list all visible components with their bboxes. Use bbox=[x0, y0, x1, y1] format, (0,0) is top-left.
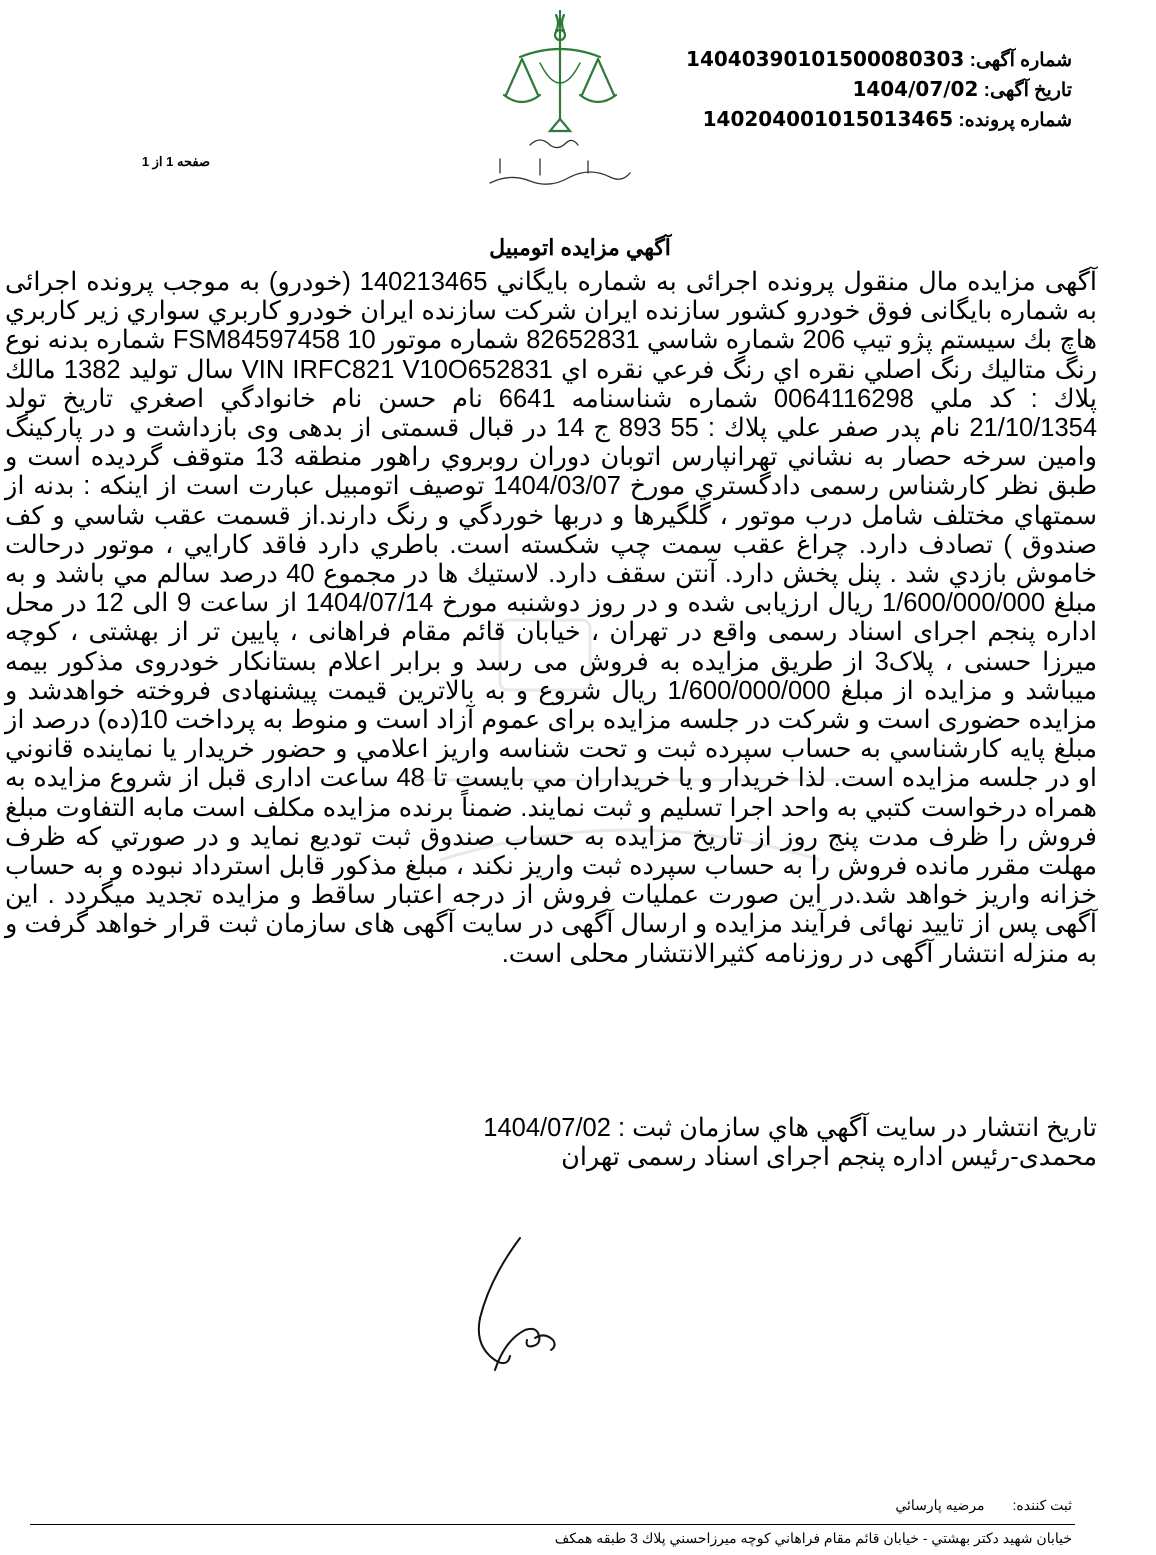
ad-date: 1404/07/02 bbox=[852, 77, 979, 101]
ad-number: 14040390101500080303 bbox=[686, 47, 965, 71]
notice-title: آگهي مزايده اتومبيل bbox=[489, 235, 671, 260]
ad-date-label: تاریخ آگهی: bbox=[983, 80, 1072, 101]
signer-line: محمدی-رئیس اداره پنجم اجرای اسناد رسمی تهران bbox=[561, 1143, 1097, 1172]
notice-body bbox=[5, 268, 1097, 969]
case-number-row bbox=[700, 105, 1072, 135]
ad-number-row bbox=[686, 45, 1072, 75]
office-address: خيابان شهيد دكتر بهشتي - خيابان قائم مقام فراهاني كوچه ميرزاحسني پلاك 3 طبقه همكف bbox=[554, 1530, 1072, 1546]
case-number-label: شماره پرونده: bbox=[958, 110, 1072, 131]
registrar-info bbox=[700, 1497, 1072, 1514]
scales-of-justice-icon bbox=[470, 5, 650, 195]
registrar-label: ثبت كننده: bbox=[1012, 1497, 1072, 1513]
registrar-name: مرضيه پارسائي bbox=[895, 1497, 985, 1513]
footer-divider bbox=[30, 1524, 1075, 1525]
ad-date-row bbox=[700, 75, 1072, 105]
ad-number-label: شماره آگهی: bbox=[969, 50, 1072, 71]
handwritten-signature bbox=[425, 1220, 615, 1390]
case-number: 140204001015013465 bbox=[702, 107, 954, 131]
page-indicator: صفحه 1 از 1 bbox=[141, 154, 210, 169]
publish-date-line: تاريخ انتشار در سايت آگهي هاي سازمان ثبت : 1404/07/02 bbox=[483, 1114, 1097, 1142]
judiciary-emblem-logo bbox=[470, 5, 650, 195]
notice-metadata bbox=[686, 45, 1072, 135]
notice-body-paragraph: آگهی مزایده مال منقول پرونده اجرائی به شماره بایگاني 140213465 (خودرو) به موجب پرونده اجرائی به شماره بایگانی فوق خودرو کشور سازنده ایران شرکت سازنده ایران خودرو کاربري سواري زير كاربري هاچ بك سيستم پژو تيپ 206 شماره شاسي 82652831 شماره موتور 10 FSM84597458 شماره بدنه نوع رنگ متاليك رنگ اصلي نقره اي رنگ فرعي نقره اي VIN IRFC821 V10O652831 سال توليد 1382 مالك پلاك : كد ملي 0064116298 شماره شناسنامه 6641 نام حسن نام خانوادگي اصغري تاريخ تولد 21/10/1354 نام پدر صفر علي پلاك : 55 893 ج 14 در قبال قسمتی از بدهی وی بازداشت و در پارکینگ وامین سرخه حصار به نشاني تهرانپارس اتوبان دوران روبروي راهور منطقه 13 متوقف گرديده است و طبق نظر كارشناس رسمی دادگستري مورخ 1404/03/07 توصيف اتومبيل عبارت است از اينكه : بدنه از سمتهاي مختلف شامل درب موتور ، گلگيرها و دربها خوردگي و رنگ دارند.از قسمت عقب شاسي و كف صندوق ) تصادف دارد. چراغ عقب سمت چپ شكسته است. باطري دارد فاقد كارايي ، موتور درحالت خاموش بازدي شد . پنل پخش دارد. آنتن سقف دارد. لاستيك ها در مجموع 40 درصد سالم مي باشد و به مبلغ 1/600/000/000 ريال ارزيابی شده و در روز دوشنبه مورخ 1404/07/14 از ساعت 9 الی 12 در محل اداره پنجم اجرای اسناد رسمی واقع در تهران ، خیابان قائم مقام فراهانی ، پایین تر از بهشتی ، کوچه میرزا حسنی ، پلاک3 از طریق مزایده به فروش می رسد و برابر اعلام بستانكار خودروی مذکور بیمه میباشد و مزايده از مبلغ 1/600/000/000 ريال شروع و به بالاترين قيمت پيشنهادی فروخته خواهدشد و مزایده حضوری است و شرکت در جلسه مزایده برای عموم آزاد است و منوط به پرداخت 10(ده) درصد از مبلغ پايه كارشناسي به حساب سپرده ثبت و تحت شناسه واريز اعلامي و حضور خريدار يا نماينده قانوني او در جلسه مزايده است. لذا خريدار و يا خريداران مي بايست تا 48 ساعت اداری قبل از شروع مزایده به همراه درخواست كتبي به واحد اجرا تسليم و ثبت نمايند. ضمناً برنده مزايده مكلف است مابه التفاوت مبلغ فروش را ظرف مدت پنج روز از تاريخ مزايده به حساب صندوق ثبت توديع نمايد و در صورتي كه ظرف مهلت مقرر مانده فروش را به حساب سپرده ثبت واريز نكند ، مبلغ مذكور قابل استرداد نبوده و به حساب خزانه واريز خواهد شد.در این صورت عملیات فروش از درجه اعتبار ساقط و مزایده تجدید میگردد . این آگهی پس از تایید نهائی فرآیند مزایده و ارسال آگهی در سایت آگهی های سازمان ثبت قرار خواهد گرفت و به منزله انتشار آگهی در روزنامه كثيرالانتشار محلی است. bbox=[5, 268, 1098, 968]
notice-closing bbox=[200, 1114, 1097, 1172]
